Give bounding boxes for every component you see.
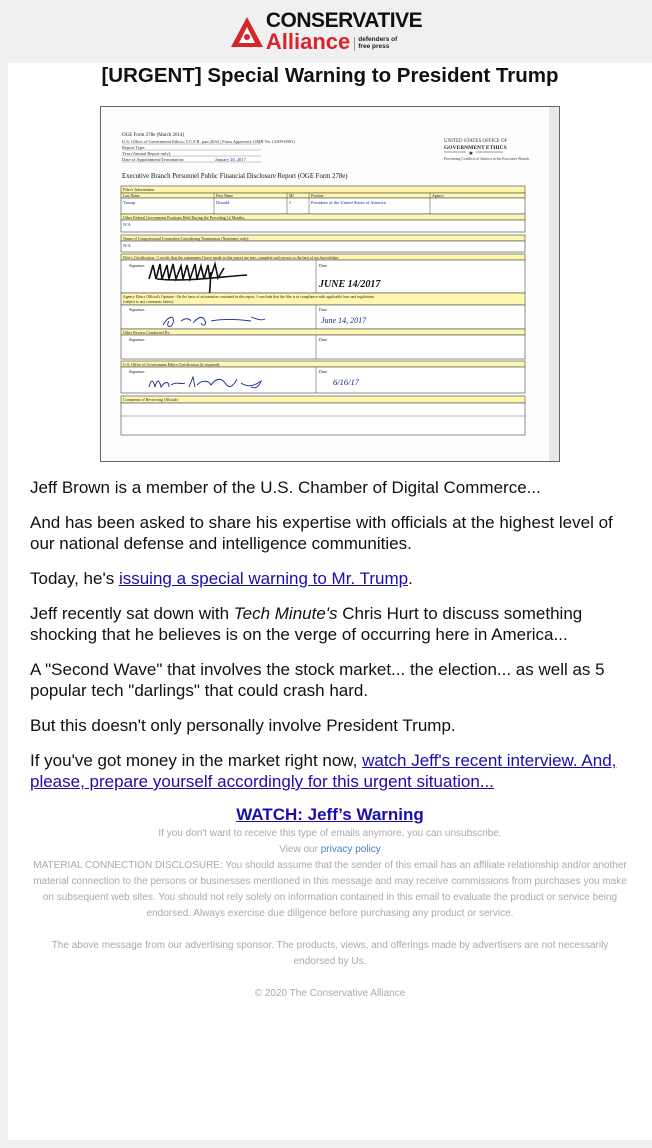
email-header [0, 0, 652, 63]
svg-text:Filer's Information: Filer's Information [123, 187, 155, 192]
material-disclosure: MATERIAL CONNECTION DISCLOSURE: You should assume that the sender of this email has an affiliate relationship and/or another material connection to the persons or businesses mentioned in this message and may receive commissions from purchases you make on subsequent web sites. You should not rely solely on information contained in this email to evaluate the product or service being endorsed. Always exercise due diligence before purchasing any product or service. [33, 860, 627, 919]
message-body [30, 477, 634, 806]
svg-text:Agency: Agency [432, 194, 444, 198]
sponsor-disclaimer: The above message from our advertising sponsor. The products, views, and offerings made by advertisers are not necessarily endorsed by Us. [51, 940, 609, 967]
svg-text:Date:: Date: [319, 337, 328, 342]
special-warning-link[interactable]: issuing a special warning to Mr. Trump [118, 569, 409, 588]
position: President of the United States of America [311, 200, 386, 205]
signature-date-3: 6/16/17 [333, 377, 359, 387]
paragraph-5: A "Second Wave" that involves the stock market... the election... as well as 5 popular tech "darlings" that could crash hard. [30, 660, 605, 700]
svg-text:MI: MI [289, 194, 294, 198]
report-title: Executive Branch Personnel Public Financial Disclosure Report (OGE Form 278e) [122, 173, 348, 180]
show-name: Tech Minute's [233, 604, 338, 623]
watch-interview-link[interactable]: watch Jeff's recent interview. And, please, prepare yourself accordingly for this urgent situation... [30, 751, 617, 791]
svg-text:First Name: First Name [216, 194, 233, 198]
first-name: Donald [216, 200, 230, 205]
paragraph-7: If you've got money in the market right now, watch Jeff's recent interview. And, please, prepare yourself accordingly for this urgent situation... [30, 751, 617, 791]
signature-date-2: June 14, 2017 [321, 316, 367, 325]
logo-wordmark-top: CONSERVATIVE [265, 9, 423, 32]
privacy-policy-link[interactable]: privacy policy [320, 844, 381, 855]
logo-tagline: defenders of free press [354, 37, 398, 51]
email-footer [30, 826, 630, 1002]
form-header: OGE Form 278e (March 2014) [122, 133, 185, 138]
disclosure-form-image[interactable] [100, 106, 560, 462]
agency-line2: GOVERNMENT ETHICS [444, 145, 507, 151]
paragraph-1: Jeff Brown is a member of the U.S. Chamber of Digital Commerce... [30, 478, 541, 497]
na-committee: N/A [123, 243, 131, 248]
svg-text:Date of Appointment/Terminatio: Date of Appointment/Termination: [122, 157, 185, 162]
signature-date-1: JUNE 14/2017 [319, 279, 381, 290]
svg-text:Last Name: Last Name [123, 194, 140, 198]
svg-text:Signature:: Signature: [129, 263, 146, 268]
svg-text:Position: Position [311, 194, 324, 198]
unsubscribe-text[interactable]: If you don't want to receive this type of emails anymore, you can unsubscribe. [158, 828, 502, 839]
svg-text:Filer's Certification - I cert: Filer's Certification - I certify that the statements I have made in this report are true, complete and correct to the best of my knowledge: [123, 255, 340, 260]
privacy-line: View our privacy policy [279, 844, 381, 855]
logo-wordmark-bottom: Alliance [265, 29, 351, 54]
paragraph-4: Jeff recently sat down with Tech Minute's Chris Hurt to discuss something shocking that he believes is on the verge of occurring here in America... [30, 604, 583, 644]
agency-line1: UNITED STATES OFFICE OF [444, 139, 508, 144]
svg-text:Date:: Date: [319, 263, 328, 268]
na-positions: N/A [123, 222, 131, 227]
paragraph-2: And has been asked to share his expertise with officials at the highest level of our national defense and intelligence communities. [30, 513, 613, 553]
appointment-date: January 20, 2017 [215, 157, 246, 162]
svg-text:Year (Annual Report only):: Year (Annual Report only): [122, 151, 172, 156]
svg-text:U.S. Office of Government Ethi: U.S. Office of Government Ethics Certification (if required): [123, 362, 221, 367]
svg-text:Signature:: Signature: [129, 369, 146, 374]
svg-text:Signature:: Signature: [129, 307, 146, 312]
svg-text:Date:: Date: [319, 369, 328, 374]
middle-initial: J [289, 200, 291, 205]
watch-warning-button[interactable]: WATCH: Jeff’s Warning [236, 805, 424, 824]
svg-text:U.S. Office of Government Ethi: U.S. Office of Government Ethics; 5 C.F.R. part 2634 | Form Approved: OMB No. (3209-0001) [122, 139, 295, 144]
svg-text:Report Type:: Report Type: [122, 145, 146, 150]
svg-text:Other Review Conducted By:: Other Review Conducted By: [123, 330, 171, 335]
svg-text:Other Federal Government Posit: Other Federal Government Positions Held During the Preceding 12 Months: [123, 215, 246, 220]
copyright: © 2020 The Conservative Alliance [254, 988, 406, 999]
svg-text:(subject to any comments below: (subject to any comments below). [123, 300, 175, 304]
svg-text:Date:: Date: [319, 307, 328, 312]
svg-text:Name of Congressional Committe: Name of Congressional Committee Considering Nomination (Nominees only): [123, 236, 250, 241]
cta-container [8, 805, 652, 825]
svg-text:★: ★ [468, 151, 474, 157]
svg-text:Comments of Reviewing Official: Comments of Reviewing Officials: [123, 397, 180, 402]
paragraph-6: But this doesn't only personally involve President Trump. [30, 716, 456, 735]
logo-triangle-icon [230, 15, 264, 49]
email-body-card [8, 63, 652, 1140]
headline: [URGENT] Special Warning to President Trump [101, 64, 559, 87]
conservative-alliance-logo[interactable] [230, 10, 422, 53]
paragraph-3: Today, he's issuing a special warning to Mr. Trump. [30, 569, 413, 588]
last-name: Trump [123, 200, 136, 205]
svg-text:Signature:: Signature: [129, 337, 146, 342]
svg-text:Agency Ethics Official's Opini: Agency Ethics Official's Opinion - On the basis of information contained in this report, I conclude that the filer is in compliance with applicable laws and regulations [123, 295, 375, 299]
agency-line3: Preventing Conflicts of Interest in the Executive Branch [444, 157, 530, 161]
